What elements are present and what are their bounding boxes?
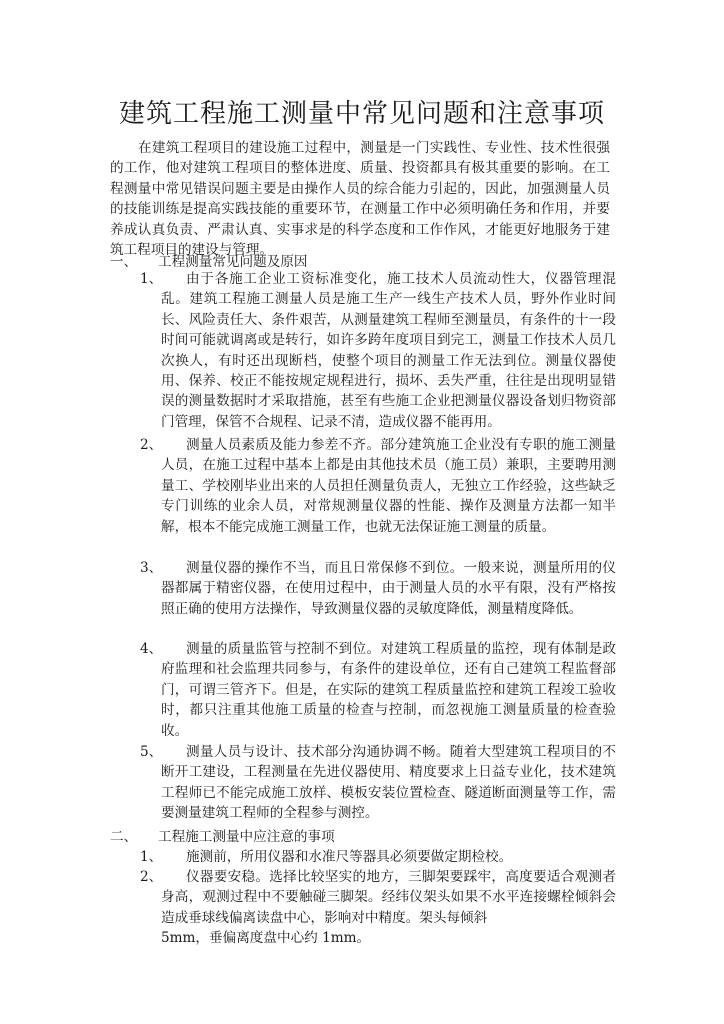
section-number: 二、 (110, 829, 138, 845)
item-text: 测量人员素质及能力参差不齐。部分建筑施工企业没有专职的施工测量人员，在施工过程中基本上都是由其他技术员（施工员）兼职，主要聘用测量工、学校刚毕业出来的人员担任测量负责人，无独立工作经验，这些缺乏专门训练的业余人员，对常规测量仪器的性能、操作及测量方法都一知半解，根本不能完成施工测量工作，也就无法保证施工测量的质量。 (161, 437, 616, 535)
list-item (140, 269, 616, 432)
section-title: 工程测量常见问题及原因 (158, 254, 308, 270)
item-number: 4、 (140, 641, 163, 657)
document-title: 建筑工程施工测量中常见问题和注意事项 (118, 99, 605, 129)
list-item (140, 867, 616, 949)
list-item (140, 435, 616, 537)
item-number: 1、 (140, 849, 163, 865)
list-item (140, 742, 616, 824)
intro-paragraph: 在建筑工程项目的建设施工过程中，测量是一门实践性、专业性、技术性很强的工作，他对建筑工程项目的整体进度、质量、投资都具有极其重要的影响。在工程测量中常见错误问题主要是由操作人员的综合能力引起的，因此，加强测量人员的技能训练是提高实践技能的重要环节，在测量工作中必须明确任务和作用，并要养成认真负责、严肃认真、实事求是的科学态度和工作作风，才能更好地服务于建筑工程项目的建设与管理。 (110, 140, 610, 259)
item-text: 测量人员与设计、技术部分沟通协调不畅。随着大型建筑工程项目的不断开工建设，工程测量在先进仪器使用、精度要求上日益专业化，技术建筑工程师已不能完成施工放样、模板安装位置检查、隧道断面测量等工作，需要测量建筑工程师的全程参与测控。 (161, 744, 616, 822)
list-item (140, 639, 616, 741)
item-number: 1、 (140, 271, 163, 287)
item-number: 2、 (140, 437, 163, 453)
item-text: 测量仪器的操作不当，而且日常保修不到位。一般来说，测量所用的仪器都属于精密仪器，在使用过程中，由于测量人员的水平有限，没有严格按照正确的使用方法操作，导致测量仪器的灵敏度降低，测量精度降低。 (161, 560, 616, 617)
section-heading-2 (110, 827, 335, 847)
item-text-continued: 5mm，垂偏离度盘中心约 1mm。 (161, 930, 371, 947)
item-text: 由于各施工企业工资标准变化，施工技术人员流动性大，仪器管理混乱。建筑工程施工测量人员是施工生产一线生产技术人员，野外作业时间长、风险责任大、条件艰苦，从测量建筑工程师至测量员，有条件的十一段时间可能就调离或是转行，如许多跨年度项目到完工，测量工作技术人员几次换人，有时还出现断档，使整个项目的测量工作无法到位。测量仪器使用、保养、校正不能按规定规程进行，损坏、丢失严重，往往是出现明显错误的测量数据时才采取措施，甚至有些施工企业把测量仪器设备划归物资部门管理，保管不合规程、记录不清，造成仪器不能再用。 (161, 271, 616, 430)
section-title: 工程施工测量中应注意的事项 (158, 829, 335, 845)
item-text: 测量的质量监管与控制不到位。对建筑工程质量的监控，现有体制是政府监理和社会监理共同参与，有条件的建设单位，还有自己建筑工程监督部门，可谓三管齐下。但是，在实际的建筑工程质量监控和建筑工程竣工验收时，都只注重其他施工质量的检查与控制，而忽视施工测量质量的检查验收。 (161, 641, 616, 739)
item-number: 3、 (140, 560, 163, 576)
item-number: 5、 (140, 744, 163, 760)
item-text: 施测前，所用仪器和水准尺等器具必须要做定期检校。 (186, 849, 513, 865)
list-item (140, 847, 616, 867)
item-text: 仪器要安稳。选择比较坚实的地方，三脚架要踩牢，高度要适合观测者身高，观测过程中不要触碰三脚架。经纬仪架头如果不水平连接螺栓倾斜会造成垂球线偏离读盘中心，影响对中精度。架头每倾斜 (161, 869, 616, 926)
item-number: 2、 (140, 869, 163, 885)
section-number: 一、 (110, 254, 138, 270)
list-item (140, 558, 616, 619)
